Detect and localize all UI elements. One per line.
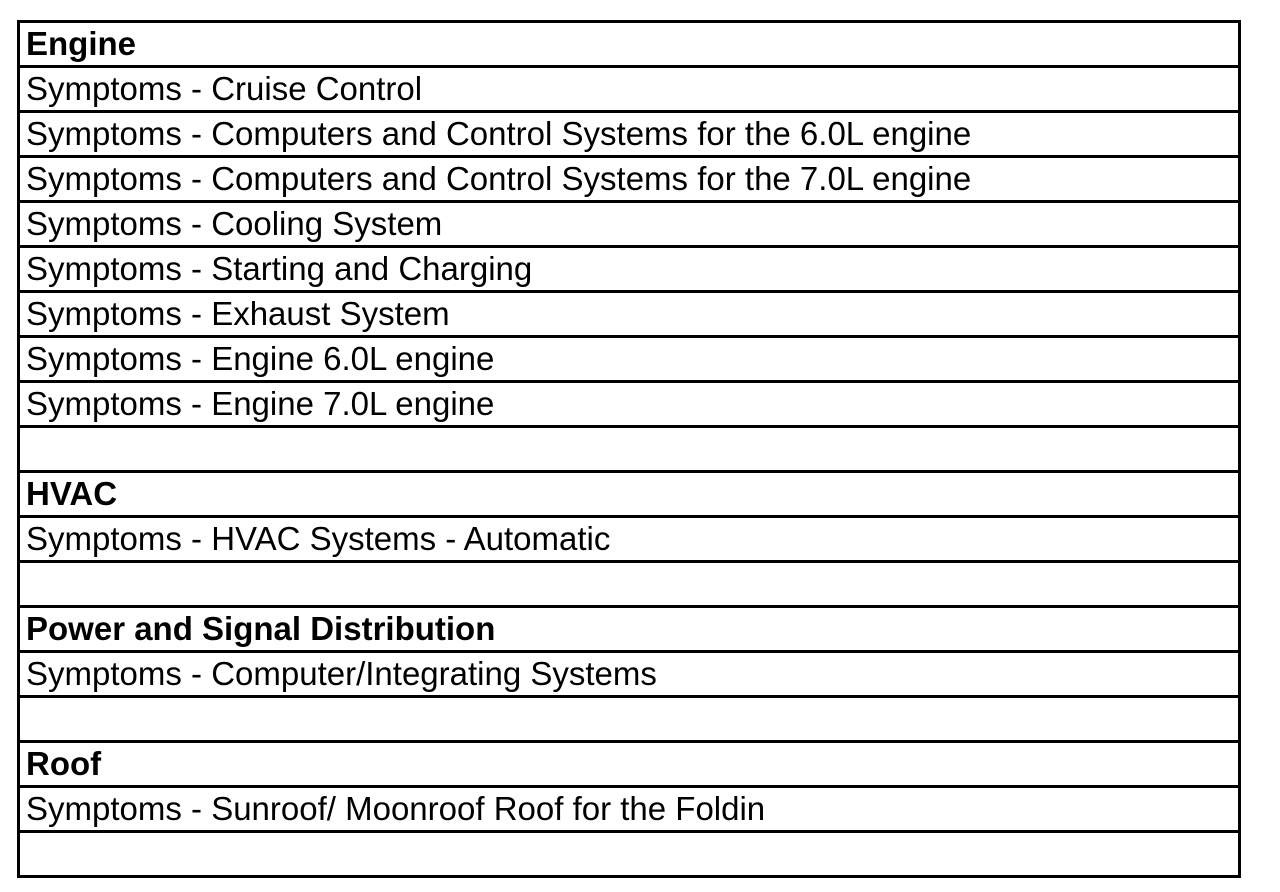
list-item[interactable]: Symptoms - Exhaust System [20,293,1238,338]
list-item[interactable]: Symptoms - HVAC Systems - Automatic [20,518,1238,563]
blank-row [20,428,1238,473]
list-item[interactable]: Symptoms - Sunroof/ Moonroof Roof for the Foldin [20,788,1238,833]
list-item[interactable]: Symptoms - Engine 6.0L engine [20,338,1238,383]
blank-row [20,698,1238,743]
list-item[interactable]: Symptoms - Starting and Charging [20,248,1238,293]
blank-row [20,833,1238,878]
list-item[interactable]: Symptoms - Cooling System [20,203,1238,248]
symptoms-index-table [17,20,1241,878]
list-item[interactable]: Symptoms - Computers and Control Systems for the 6.0L engine [20,113,1238,158]
section-heading-power-signal: Power and Signal Distribution [20,608,1238,653]
section-heading-roof: Roof [20,743,1238,788]
list-item[interactable]: Symptoms - Cruise Control [20,68,1238,113]
blank-row [20,563,1238,608]
list-item[interactable]: Symptoms - Computers and Control Systems for the 7.0L engine [20,158,1238,203]
section-heading-engine: Engine [20,23,1238,68]
section-heading-hvac: HVAC [20,473,1238,518]
list-item[interactable]: Symptoms - Computer/Integrating Systems [20,653,1238,698]
list-item[interactable]: Symptoms - Engine 7.0L engine [20,383,1238,428]
